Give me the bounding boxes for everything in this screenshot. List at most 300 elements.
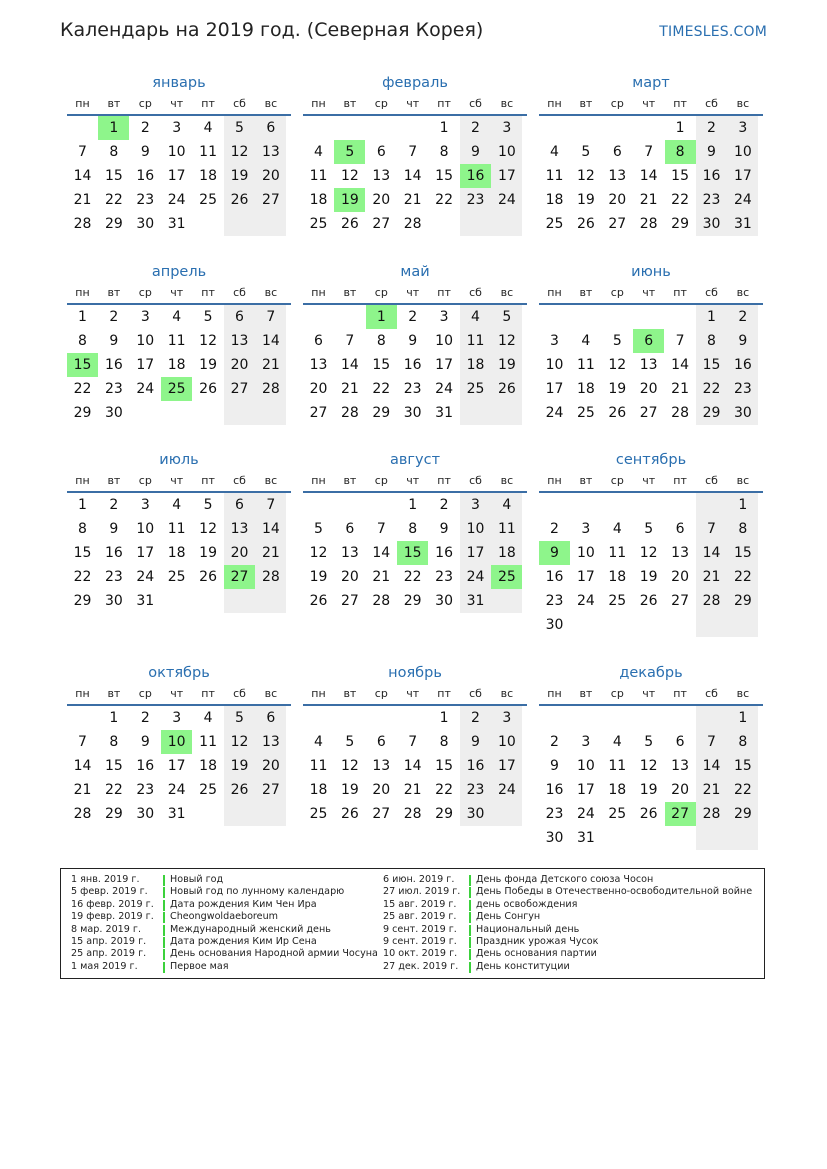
weekday-label: ср: [138, 687, 152, 700]
weekend-blank-cell: [696, 826, 727, 850]
weekday-label: вс: [500, 97, 514, 110]
day-cell: 19: [224, 164, 255, 188]
day-cell: 15: [73, 545, 92, 561]
legend-date: 8 мар. 2019 г.: [71, 923, 142, 935]
holiday-day-cell: 25: [491, 565, 522, 589]
day-cell: 26: [199, 381, 217, 397]
day-cell: 17: [435, 357, 453, 373]
day-cell: 20: [340, 569, 359, 585]
day-cell: 16: [136, 168, 155, 184]
month-name: январь: [152, 75, 206, 91]
legend-date: 1 мая 2019 г.: [71, 960, 138, 972]
day-grid: [67, 706, 291, 850]
day-cell: 6: [345, 521, 355, 537]
day-grid: [539, 305, 763, 449]
day-cell: 6: [224, 305, 255, 329]
day-cell: 28: [255, 377, 286, 401]
day-cell: 2: [109, 309, 119, 325]
day-cell: 26: [639, 593, 658, 609]
day-cell: 12: [340, 758, 359, 774]
day-grid: [67, 305, 291, 449]
weekday-label: вт: [343, 687, 357, 700]
day-cell: 30: [136, 806, 155, 822]
legend-holiday-name: Национальный день: [476, 923, 580, 935]
day-cell: 4: [581, 333, 591, 349]
weekday-label: пт: [201, 286, 215, 299]
weekday-label: вс: [500, 474, 514, 487]
day-cell: 5: [224, 706, 255, 730]
day-cell: 11: [309, 758, 328, 774]
weekday-label: вс: [500, 286, 514, 299]
day-cell: 16: [104, 357, 123, 373]
month-block: [539, 261, 763, 449]
day-cell: 4: [491, 493, 522, 517]
day-grid: [303, 493, 527, 637]
day-cell: 11: [199, 734, 217, 750]
day-cell: 1: [78, 309, 87, 325]
day-cell: 11: [576, 357, 595, 373]
day-cell: 12: [639, 758, 658, 774]
day-cell: 29: [403, 593, 422, 609]
day-cell: 13: [372, 168, 391, 184]
legend-holiday-name: День основания Народной армии Чосуна: [170, 948, 378, 960]
day-cell: 26: [340, 216, 359, 232]
weekday-label: ср: [138, 97, 152, 110]
month-name: ноябрь: [388, 665, 442, 681]
day-cell: 11: [608, 758, 627, 774]
weekday-label: чт: [170, 286, 184, 299]
day-cell: 21: [73, 192, 92, 208]
day-cell: 4: [314, 734, 323, 750]
day-cell: 24: [136, 381, 155, 397]
day-cell: 14: [340, 357, 359, 373]
day-cell: 21: [696, 778, 727, 802]
day-cell: 29: [727, 802, 758, 826]
weekday-label: пн: [311, 97, 326, 110]
weekday-label: сб: [233, 687, 246, 700]
day-cell: 6: [255, 116, 286, 140]
legend-date: 16 февр. 2019 г.: [71, 898, 154, 910]
weekday-label: чт: [642, 687, 656, 700]
day-cell: 19: [309, 569, 328, 585]
day-cell: 12: [576, 168, 595, 184]
day-cell: 9: [550, 758, 559, 774]
month-block: [67, 261, 291, 449]
weekday-label: чт: [406, 474, 420, 487]
day-cell: 1: [78, 497, 87, 513]
legend-date: 6 июн. 2019 г.: [383, 874, 455, 885]
legend-marker: [469, 875, 471, 886]
weekday-label: пн: [311, 286, 326, 299]
day-cell: 16: [696, 164, 727, 188]
legend-holiday-name: Новый год по лунному календарю: [170, 886, 345, 898]
weekday-label: чт: [170, 97, 184, 110]
weekend-blank-cell: [696, 613, 727, 637]
legend-date: 27 июл. 2019 г.: [383, 886, 461, 898]
day-cell: 4: [314, 144, 323, 160]
day-cell: 12: [608, 357, 627, 373]
day-cell: 21: [372, 569, 391, 585]
day-cell: 23: [545, 806, 564, 822]
day-cell: 29: [435, 806, 453, 822]
legend-marker: [469, 937, 471, 948]
day-cell: 18: [309, 782, 328, 798]
legend-holiday-name: День фонда Детского союза Чосон: [476, 874, 654, 885]
day-cell: 22: [435, 192, 453, 208]
day-cell: 9: [140, 734, 150, 750]
weekday-label: вт: [343, 97, 357, 110]
day-cell: 1: [408, 497, 418, 513]
day-cell: 13: [340, 545, 359, 561]
day-cell: 17: [136, 545, 155, 561]
weekday-label: ср: [610, 687, 624, 700]
day-cell: 19: [639, 569, 658, 585]
day-cell: 1: [109, 710, 119, 726]
legend-marker: [163, 949, 165, 960]
day-cell: 21: [403, 192, 422, 208]
day-cell: 7: [408, 734, 418, 750]
day-cell: 14: [73, 758, 92, 774]
weekday-label: ср: [610, 286, 624, 299]
day-cell: 19: [639, 782, 658, 798]
weekday-label: вт: [579, 474, 593, 487]
month-block: [67, 72, 291, 260]
day-cell: 7: [78, 734, 87, 750]
day-cell: 16: [403, 357, 422, 373]
legend-holiday-name: день освобождения: [476, 898, 578, 910]
day-cell: 8: [109, 144, 119, 160]
day-cell: 10: [576, 758, 595, 774]
holiday-day-cell: 25: [161, 377, 192, 401]
day-cell: 11: [608, 545, 627, 561]
day-cell: 6: [314, 333, 323, 349]
day-cell: 18: [576, 381, 595, 397]
day-cell: 7: [696, 730, 727, 754]
legend-date: 1 янв. 2019 г.: [71, 874, 140, 885]
weekday-label: вс: [264, 474, 278, 487]
weekday-label: вт: [107, 687, 121, 700]
day-cell: 18: [199, 758, 217, 774]
day-cell: 16: [545, 569, 564, 585]
day-cell: 13: [671, 758, 689, 774]
legend-date: 19 февр. 2019 г.: [71, 911, 154, 923]
day-cell: 3: [460, 493, 491, 517]
day-cell: 11: [545, 168, 564, 184]
day-cell: 28: [403, 216, 422, 232]
day-cell: 11: [309, 168, 328, 184]
day-cell: 7: [696, 517, 727, 541]
page-title: Календарь на 2019 год. (Северная Корея): [60, 19, 484, 41]
day-cell: 12: [224, 730, 255, 754]
day-cell: 4: [172, 497, 182, 513]
weekend-blank-cell: [491, 212, 522, 236]
day-cell: 16: [435, 545, 453, 561]
weekday-label: вт: [107, 474, 121, 487]
legend-marker: [469, 912, 471, 923]
legend-date: 5 февр. 2019 г.: [71, 886, 148, 898]
day-cell: 20: [608, 192, 627, 208]
day-cell: 14: [255, 329, 286, 353]
weekday-header: [303, 283, 527, 303]
day-cell: 18: [460, 353, 491, 377]
weekday-label: сб: [705, 687, 718, 700]
holiday-day-cell: 8: [665, 140, 696, 164]
day-grid: [303, 305, 527, 449]
day-cell: 6: [376, 144, 386, 160]
day-cell: 24: [545, 405, 564, 421]
weekend-blank-cell: [255, 589, 286, 613]
weekday-label: ср: [138, 286, 152, 299]
weekday-label: пт: [201, 474, 215, 487]
day-cell: 6: [612, 144, 622, 160]
holiday-day-cell: 9: [539, 541, 570, 565]
day-cell: 5: [203, 497, 213, 513]
weekday-label: сб: [469, 474, 482, 487]
day-cell: 25: [199, 192, 217, 208]
day-cell: 30: [403, 405, 422, 421]
weekday-label: чт: [170, 474, 184, 487]
weekday-label: вт: [579, 97, 593, 110]
day-cell: 13: [608, 168, 627, 184]
legend-holiday-name: Международный женский день: [170, 923, 331, 935]
day-cell: 18: [199, 168, 217, 184]
day-cell: 2: [696, 116, 727, 140]
day-cell: 19: [576, 192, 595, 208]
legend-date: 25 авг. 2019 г.: [383, 911, 457, 923]
day-cell: 22: [671, 192, 689, 208]
day-cell: 25: [608, 593, 627, 609]
legend-marker: [469, 925, 471, 936]
day-cell: 26: [340, 806, 359, 822]
day-cell: 10: [460, 517, 491, 541]
day-cell: 30: [727, 401, 758, 425]
month-name: декабрь: [619, 665, 683, 681]
legend-holiday-name: День Сонгун: [476, 911, 541, 923]
day-cell: 16: [460, 754, 491, 778]
weekend-blank-cell: [224, 802, 255, 826]
day-cell: 19: [608, 381, 627, 397]
legend-date: 15 апр. 2019 г.: [71, 935, 147, 947]
weekday-label: сб: [705, 97, 718, 110]
day-cell: 18: [167, 545, 186, 561]
legend-holiday-name: Первое мая: [170, 960, 229, 972]
day-cell: 12: [199, 333, 217, 349]
day-cell: 28: [639, 216, 658, 232]
day-cell: 26: [639, 806, 658, 822]
day-cell: 4: [550, 144, 559, 160]
weekday-label: пн: [75, 687, 90, 700]
weekend-blank-cell: [696, 706, 727, 730]
holiday-day-cell: 27: [224, 565, 255, 589]
day-cell: 3: [140, 497, 150, 513]
day-cell: 24: [136, 569, 155, 585]
day-cell: 27: [255, 778, 286, 802]
weekday-header: [539, 471, 763, 491]
day-cell: 3: [172, 120, 182, 136]
day-cell: 26: [309, 593, 328, 609]
weekday-header: [539, 94, 763, 114]
day-cell: 28: [340, 405, 359, 421]
weekday-label: сб: [233, 97, 246, 110]
day-cell: 24: [491, 778, 522, 802]
weekday-label: чт: [170, 687, 184, 700]
legend-date: 9 сент. 2019 г.: [383, 935, 457, 947]
weekend-blank-cell: [255, 401, 286, 425]
day-cell: 21: [255, 353, 286, 377]
day-cell: 19: [224, 754, 255, 778]
day-cell: 12: [309, 545, 328, 561]
day-cell: 22: [372, 381, 391, 397]
day-cell: 29: [104, 806, 123, 822]
day-cell: 27: [639, 405, 658, 421]
day-cell: 8: [78, 333, 87, 349]
weekday-label: пн: [311, 687, 326, 700]
legend-date: 15 авг. 2019 г.: [383, 898, 457, 910]
weekday-header: [539, 684, 763, 704]
holiday-day-cell: 15: [67, 353, 98, 377]
day-cell: 10: [136, 521, 155, 537]
day-cell: 20: [671, 569, 689, 585]
day-cell: 25: [199, 782, 217, 798]
day-cell: 10: [727, 140, 758, 164]
day-cell: 4: [612, 521, 622, 537]
day-cell: 4: [172, 309, 182, 325]
day-cell: 23: [696, 188, 727, 212]
day-cell: 20: [671, 782, 689, 798]
weekend-blank-cell: [224, 589, 255, 613]
holiday-day-cell: 6: [633, 329, 664, 353]
weekday-label: чт: [406, 97, 420, 110]
day-cell: 15: [435, 758, 453, 774]
month-name: сентябрь: [615, 452, 687, 468]
day-cell: 9: [408, 333, 418, 349]
weekday-label: чт: [406, 687, 420, 700]
day-cell: 16: [545, 782, 564, 798]
day-cell: 3: [491, 116, 522, 140]
legend-date: 25 апр. 2019 г.: [71, 948, 147, 960]
day-grid: [303, 706, 527, 850]
day-cell: 27: [340, 593, 359, 609]
weekday-label: пт: [673, 474, 687, 487]
day-cell: 10: [545, 357, 564, 373]
day-cell: 2: [140, 120, 150, 136]
brand-link[interactable]: TIMESLES.COM: [659, 24, 767, 40]
weekday-label: чт: [642, 286, 656, 299]
day-cell: 10: [136, 333, 155, 349]
day-cell: 29: [73, 405, 92, 421]
day-cell: 21: [73, 782, 92, 798]
day-cell: 3: [581, 521, 591, 537]
weekday-label: вс: [736, 97, 750, 110]
day-cell: 8: [439, 144, 449, 160]
day-cell: 12: [491, 329, 522, 353]
month-block: [303, 449, 527, 637]
day-cell: 12: [340, 168, 359, 184]
legend-marker: [163, 912, 165, 923]
day-cell: 12: [224, 140, 255, 164]
day-cell: 23: [104, 569, 123, 585]
weekend-blank-cell: [696, 493, 727, 517]
day-cell: 5: [644, 521, 654, 537]
weekday-label: вс: [736, 286, 750, 299]
day-cell: 21: [340, 381, 359, 397]
day-cell: 7: [345, 333, 355, 349]
weekday-label: сб: [469, 286, 482, 299]
day-cell: 24: [576, 593, 595, 609]
day-cell: 25: [545, 216, 564, 232]
day-cell: 9: [460, 140, 491, 164]
day-cell: 7: [644, 144, 654, 160]
day-cell: 15: [727, 754, 758, 778]
day-cell: 10: [491, 140, 522, 164]
weekend-blank-cell: [224, 401, 255, 425]
weekday-label: ср: [374, 474, 388, 487]
day-cell: 2: [408, 309, 418, 325]
day-cell: 23: [460, 188, 491, 212]
day-cell: 28: [372, 593, 391, 609]
legend-marker: [163, 900, 165, 911]
day-grid: [539, 493, 763, 637]
day-cell: 28: [696, 802, 727, 826]
day-cell: 20: [372, 782, 391, 798]
day-cell: 27: [671, 593, 689, 609]
weekday-label: ср: [374, 286, 388, 299]
holiday-day-cell: 1: [366, 305, 397, 329]
day-cell: 31: [435, 405, 453, 421]
day-cell: 9: [727, 329, 758, 353]
day-cell: 29: [727, 589, 758, 613]
day-cell: 23: [136, 192, 155, 208]
day-cell: 5: [345, 734, 355, 750]
day-cell: 10: [167, 144, 186, 160]
weekend-blank-cell: [491, 802, 522, 826]
month-block: [67, 662, 291, 850]
weekday-label: ср: [374, 97, 388, 110]
weekday-label: пт: [201, 687, 215, 700]
weekday-header: [303, 471, 527, 491]
legend-marker: [163, 937, 165, 948]
day-cell: 26: [491, 377, 522, 401]
day-cell: 6: [376, 734, 386, 750]
day-cell: 31: [167, 216, 186, 232]
legend-marker: [469, 949, 471, 960]
day-cell: 20: [255, 754, 286, 778]
day-cell: 5: [203, 309, 213, 325]
month-name: июль: [159, 452, 199, 468]
holiday-day-cell: 15: [397, 541, 428, 565]
weekend-blank-cell: [491, 589, 522, 613]
legend-marker: [163, 887, 165, 898]
weekday-label: вс: [736, 474, 750, 487]
day-cell: 19: [199, 357, 217, 373]
day-grid: [303, 116, 527, 260]
day-cell: 21: [403, 782, 422, 798]
day-cell: 3: [581, 734, 591, 750]
day-cell: 2: [109, 497, 119, 513]
legend-holiday-name: Праздник урожая Чусок: [476, 935, 599, 947]
day-cell: 29: [671, 216, 689, 232]
weekday-label: пн: [75, 286, 90, 299]
day-cell: 23: [727, 377, 758, 401]
month-name: февраль: [382, 75, 448, 91]
day-cell: 8: [78, 521, 87, 537]
day-cell: 13: [639, 357, 658, 373]
day-cell: 15: [696, 353, 727, 377]
month-name: август: [389, 452, 441, 468]
day-cell: 2: [140, 710, 150, 726]
day-cell: 15: [372, 357, 391, 373]
weekday-label: пт: [437, 474, 451, 487]
